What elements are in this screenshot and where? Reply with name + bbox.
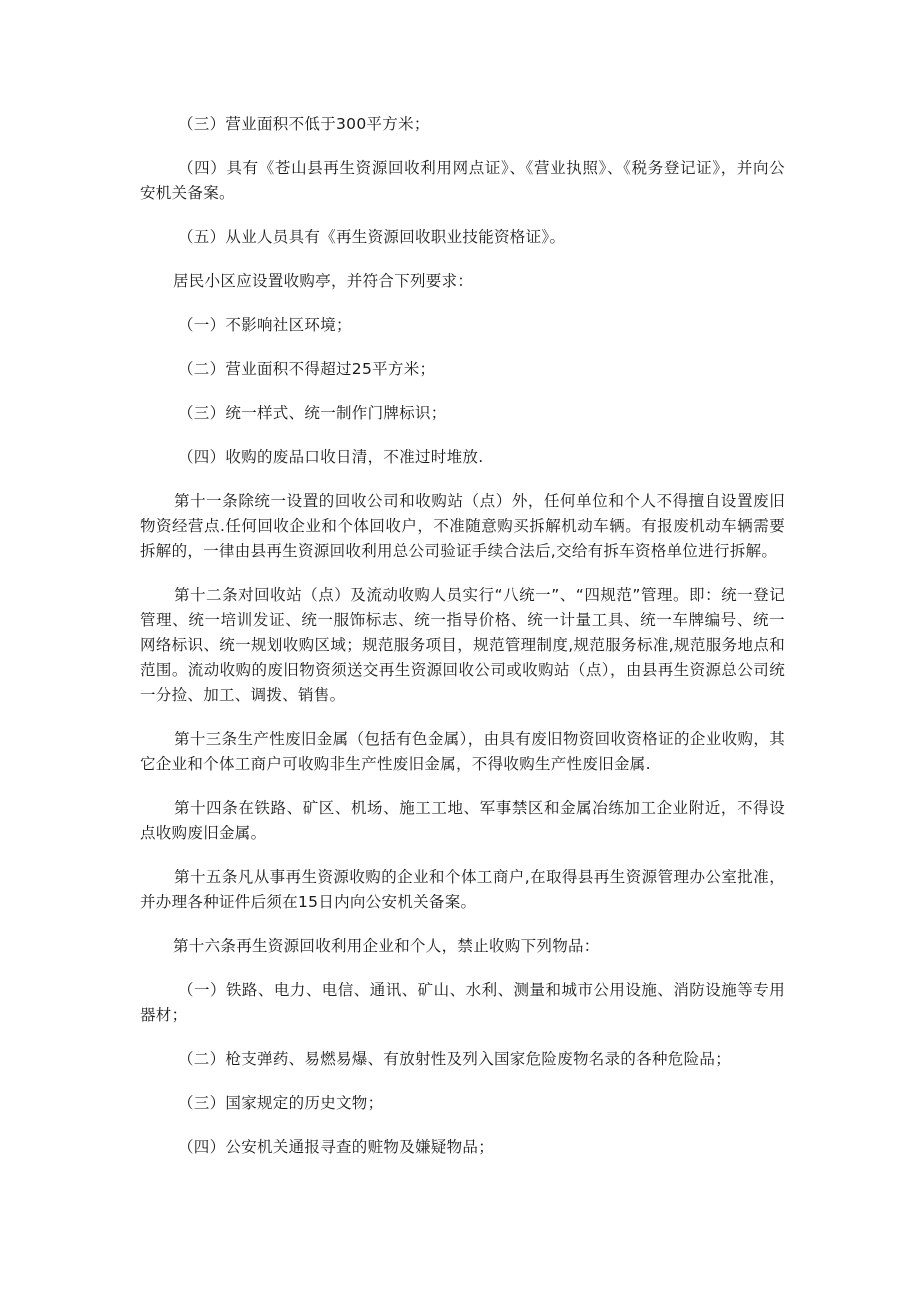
paragraph-kiosk-item-3: （三）统一样式、统一制作门牌标识； [178, 404, 447, 422]
paragraph-article-14: 第十四条在铁路、矿区、机场、施工工地、军事禁区和金属冶练加工企业附近，不得设点收购废旧金属。 [140, 799, 785, 842]
paragraph-article-16: 第十六条再生资源回收利用企业和个人，禁止收购下列物品： [173, 937, 600, 955]
paragraph-kiosk-requirements: 居民小区应设置收购亭，并符合下列要求： [173, 272, 474, 290]
paragraph-item-4-licenses: （四）具有《苍山县再生资源回收利用网点证》、《营业执照》、《税务登记证》，并向公安机关备案。 [140, 159, 785, 202]
paragraph-prohibited-item-4: （四）公安机关通报寻查的赃物及嫌疑物品； [178, 1138, 495, 1156]
paragraph-prohibited-item-3: （三）国家规定的历史文物； [178, 1094, 384, 1112]
paragraph-article-15: 第十五条凡从事再生资源收购的企业和个体工商户,在取得县再生资源管理办公室批准，并办理各种证件后须在15日内向公安机关备案。 [140, 868, 785, 911]
paragraph-article-11: 第十一条除统一设置的回收公司和收购站（点）外，任何单位和个人不得擅自设置废旧物资经营点.任何回收企业和个体回收户，不准随意购买拆解机动车辆。有报废机动车辆需要拆解的，一律由县再生资源回收利用总公司验证手续合法后,交给有拆车资格单位进行拆解。 [140, 492, 785, 560]
paragraph-kiosk-item-1: （一）不影响社区环境； [178, 316, 352, 334]
paragraph-item-3-area: （三）营业面积不低于300平方米； [178, 115, 430, 133]
document-page [140, 112, 785, 1179]
paragraph-item-5-staff: （五）从业人员具有《再生资源回收职业技能资格证》。 [178, 228, 566, 246]
paragraph-kiosk-item-4: （四）收购的废品口收日清，不准过时堆放. [178, 448, 484, 466]
paragraph-article-12: 第十二条对回收站（点）及流动收购人员实行“八统一”、“四规范”管理。即：统一登记管理、统一培训发证、统一服饰标志、统一指导价格、统一计量工具、统一车牌编号、统一网络标识、统一规划收购区域；规范服务项目，规范管理制度,规范服务标准,规范服务地点和范围。流动收购的废旧物资须送交再生资源回收公司或收购站（点），由县再生资源总公司统一分捡、加工、调拨、销售。 [140, 586, 785, 704]
paragraph-kiosk-item-2: （二）营业面积不得超过25平方米； [178, 360, 436, 378]
paragraph-prohibited-item-2: （二）枪支弹药、易燃易爆、有放射性及列入国家危险废物名录的各种危险品； [178, 1050, 732, 1068]
paragraph-article-13: 第十三条生产性废旧金属（包括有色金属），由具有废旧物资回收资格证的企业收购，其它企业和个体工商户可收购非生产性废旧金属，不得收购生产性废旧金属. [140, 730, 785, 773]
paragraph-prohibited-item-1: （一）铁路、电力、电信、通讯、矿山、水利、测量和城市公用设施、消防设施等专用器材； [140, 981, 785, 1024]
